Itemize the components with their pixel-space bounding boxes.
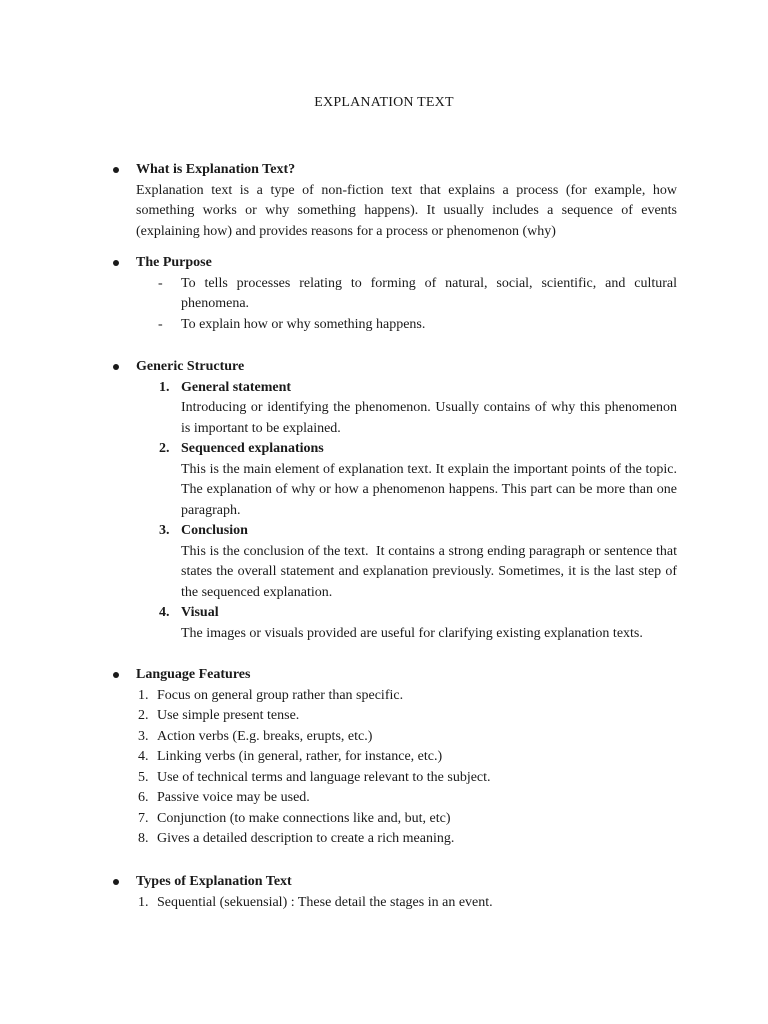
- structure-item-label: Conclusion: [181, 523, 248, 538]
- bullet-icon: [113, 879, 119, 885]
- list-item-text: Passive voice may be used.: [157, 790, 310, 805]
- list-item: [0, 706, 768, 727]
- document-title: EXPLANATION TEXT: [314, 95, 454, 110]
- list-item: [0, 768, 768, 789]
- bullet-icon: [113, 260, 119, 266]
- structure-item-number: 4.: [159, 605, 170, 620]
- section-heading-row: [0, 665, 768, 686]
- list-item: [0, 829, 768, 850]
- structure-item-conclusion: [0, 521, 768, 603]
- structure-item-text: Introducing or identifying the phenomenon. Usually contains of why this phenomenon is important to be explained.: [181, 400, 677, 436]
- list-item: [0, 893, 768, 914]
- structure-item-label: Visual: [181, 605, 219, 620]
- list-item-text: Conjunction (to make connections like and, but, etc): [157, 810, 451, 826]
- list-item: [0, 727, 768, 748]
- bullet-icon: [113, 364, 119, 370]
- section-types: [0, 872, 768, 913]
- list-item-text: Gives a detailed description to create a rich meaning.: [157, 831, 455, 846]
- section-heading: What is Explanation Text?: [136, 162, 296, 177]
- structure-item-visual: [0, 603, 768, 644]
- section-purpose: [0, 253, 768, 335]
- list-item: [158, 315, 677, 336]
- structure-item-text: This is the main element of explanation text. It explain the important points of the topic. The explanation of why or how a phenomenon happens. This part can be more than one paragraph.: [181, 461, 677, 518]
- list-item-text: Action verbs (E.g. breaks, erupts, etc.): [157, 728, 373, 744]
- section-paragraph: Explanation text is a type of non-fiction text that explains a process (for example, how something works or why something happens). It usually includes a sequence of events (explaining how) and provides reasons for a process or phenomenon (why): [136, 182, 677, 239]
- structure-item-label: General statement: [181, 379, 292, 395]
- list-item: [0, 788, 768, 809]
- list-item: [158, 274, 677, 315]
- list-item-number: 7.: [138, 810, 149, 826]
- structure-item-label: Sequenced explanations: [181, 441, 324, 456]
- section-heading: Types of Explanation Text: [136, 874, 292, 889]
- structure-item-head: [0, 439, 768, 460]
- section-heading-row: [0, 160, 768, 181]
- list-item-number: 2.: [138, 708, 149, 723]
- dash-marker: -: [158, 275, 163, 291]
- section-heading-row: [0, 872, 768, 893]
- list-item-text: Linking verbs (in general, rather, for instance, etc.): [157, 749, 443, 764]
- section-heading: The Purpose: [136, 255, 212, 270]
- list-item-number: 1.: [138, 687, 149, 703]
- purpose-list: [0, 274, 768, 336]
- bullet-icon: [113, 672, 119, 678]
- section-language-features: [0, 665, 768, 850]
- structure-item-number: 1.: [159, 379, 170, 395]
- structure-item-general-statement: [0, 378, 768, 440]
- list-item-number: 5.: [138, 769, 149, 785]
- structure-item-number: 3.: [159, 523, 170, 538]
- list-item-text: Use simple present tense.: [157, 708, 300, 723]
- list-item-number: 3.: [138, 728, 149, 744]
- language-features-list: [0, 686, 768, 850]
- list-item: [0, 809, 768, 830]
- structure-item-sequenced-explanations: [0, 439, 768, 521]
- list-item-text: Use of technical terms and language relevant to the subject.: [157, 769, 491, 785]
- structure-item-text: This is the conclusion of the text. It contains a strong ending paragraph or sentence that states the overall statement and explanation previously. Sometimes, it is the last step of the sequenced explanation.: [181, 543, 681, 600]
- section-heading: Generic Structure: [136, 359, 245, 374]
- list-item-text: Focus on general group rather than specific.: [157, 687, 404, 703]
- list-item-number: 6.: [138, 790, 149, 805]
- structure-item-text: The images or visuals provided are useful for clarifying existing explanation texts.: [181, 625, 643, 641]
- list-item-text: Sequential (sekuensial) : These detail the stages in an event.: [157, 894, 493, 910]
- section-heading: Language Features: [136, 667, 251, 682]
- dash-marker: -: [158, 316, 163, 332]
- section-what-is: [0, 160, 768, 242]
- list-item-text: To explain how or why something happens.: [181, 316, 426, 332]
- structure-item-head: [0, 521, 768, 542]
- section-generic-structure: [0, 357, 768, 644]
- section-heading-row: [0, 253, 768, 274]
- list-item-text: To tells processes relating to forming of natural, social, scientific, and cultural phenomena.: [181, 275, 677, 311]
- section-heading-row: [0, 357, 768, 378]
- structure-item-head: [0, 603, 768, 624]
- list-item-number: 1.: [138, 894, 149, 910]
- list-item: [0, 686, 768, 707]
- structure-item-head: [0, 378, 768, 399]
- bullet-icon: [113, 167, 119, 173]
- types-list: [0, 893, 768, 914]
- list-item-number: 8.: [138, 831, 149, 846]
- list-item-number: 4.: [138, 749, 149, 764]
- structure-item-number: 2.: [159, 441, 170, 456]
- list-item: [0, 747, 768, 768]
